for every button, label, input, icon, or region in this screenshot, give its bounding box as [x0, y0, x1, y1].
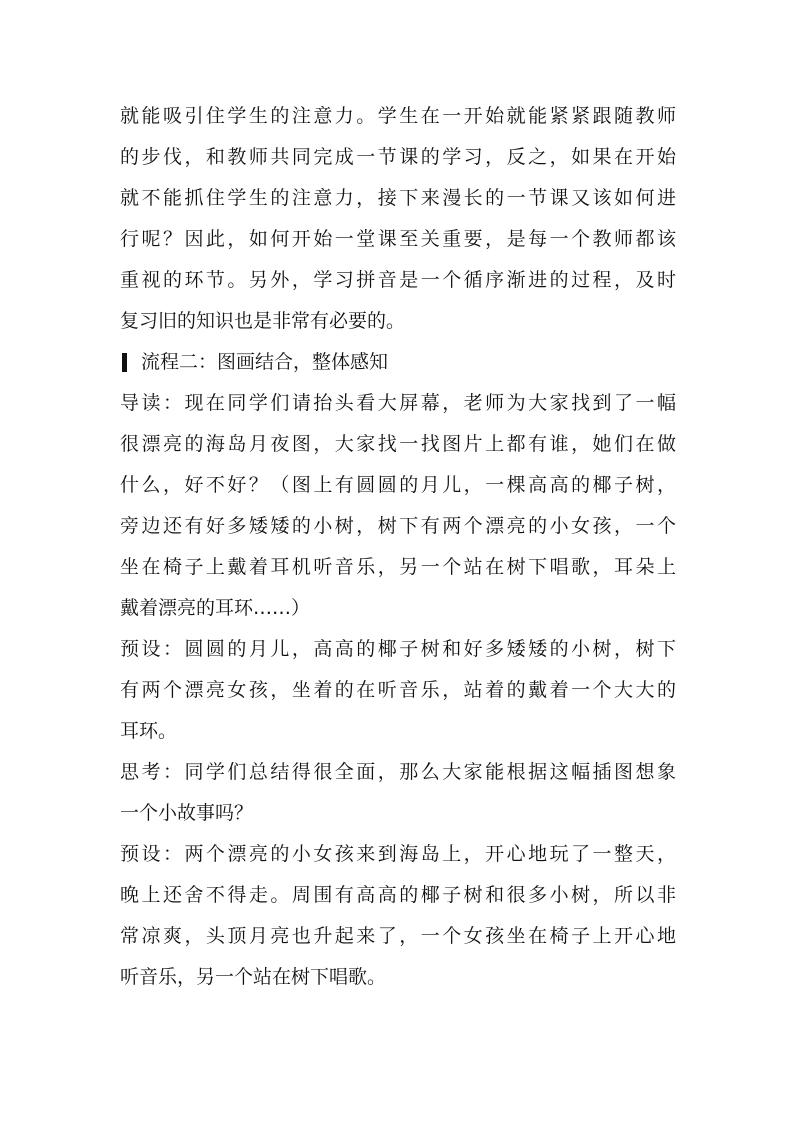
- section-heading: [120, 342, 676, 383]
- section-heading-text: 流程二：图画结合，整体感知: [141, 351, 389, 373]
- text-line: 常凉爽，头顶月亮也升起来了，一个女孩坐在椅子上开心地: [120, 925, 676, 947]
- text-line: 就不能抓住学生的注意力，接下来漫长的一节课又该如何进: [120, 187, 676, 209]
- text-line: 什么，好不好？（图上有圆圆的月儿，一棵高高的椰子树，: [120, 474, 676, 496]
- text-line: 思考：同学们总结得很全面，那么大家能根据这幅插图想象: [120, 761, 676, 783]
- text-line: 一个小故事吗？: [120, 802, 254, 824]
- paragraph-preset-1: [120, 629, 676, 752]
- text-line: 很漂亮的海岛月夜图，大家找一找图片上都有谁，她们在做: [120, 433, 676, 455]
- text-line: 旁边还有好多矮矮的小树，树下有两个漂亮的小女孩，一个: [120, 515, 676, 537]
- text-line: 就能吸引住学生的注意力。学生在一开始就能紧紧跟随教师: [120, 105, 676, 127]
- paragraph-intro: [120, 96, 676, 342]
- text-line: 的步伐，和教师共同完成一节课的学习，反之，如果在开始: [120, 146, 676, 168]
- text-line: 预设：两个漂亮的小女孩来到海岛上，开心地玩了一整天，: [120, 843, 676, 865]
- text-line: 复习旧的知识也是非常有必要的。: [120, 310, 406, 332]
- text-line: 坐在椅子上戴着耳机听音乐，另一个站在树下唱歌，耳朵上: [120, 556, 676, 578]
- paragraph-guide: [120, 383, 676, 629]
- text-line: 预设：圆圆的月儿，高高的椰子树和好多矮矮的小树，树下: [120, 638, 676, 660]
- paragraph-thinking: [120, 752, 676, 834]
- paragraph-preset-2: [120, 834, 676, 998]
- text-line: 导读：现在同学们请抬头看大屏幕，老师为大家找到了一幅: [120, 392, 676, 414]
- text-line: 听音乐，另一个站在树下唱歌。: [120, 966, 387, 988]
- heading-bar-marker: [122, 353, 127, 372]
- text-line: 耳环。: [120, 720, 178, 742]
- text-line: 晚上还舍不得走。周围有高高的椰子树和很多小树，所以非: [120, 884, 676, 906]
- text-line: 有两个漂亮女孩，坐着的在听音乐，站着的戴着一个大大的: [120, 679, 676, 701]
- text-line: 戴着漂亮的耳环……）: [120, 597, 311, 619]
- text-line: 重视的环节。另外，学习拼音是一个循序渐进的过程，及时: [120, 269, 676, 291]
- document-body: [120, 96, 676, 998]
- text-line: 行呢？因此，如何开始一堂课至关重要，是每一个教师都该: [120, 228, 676, 250]
